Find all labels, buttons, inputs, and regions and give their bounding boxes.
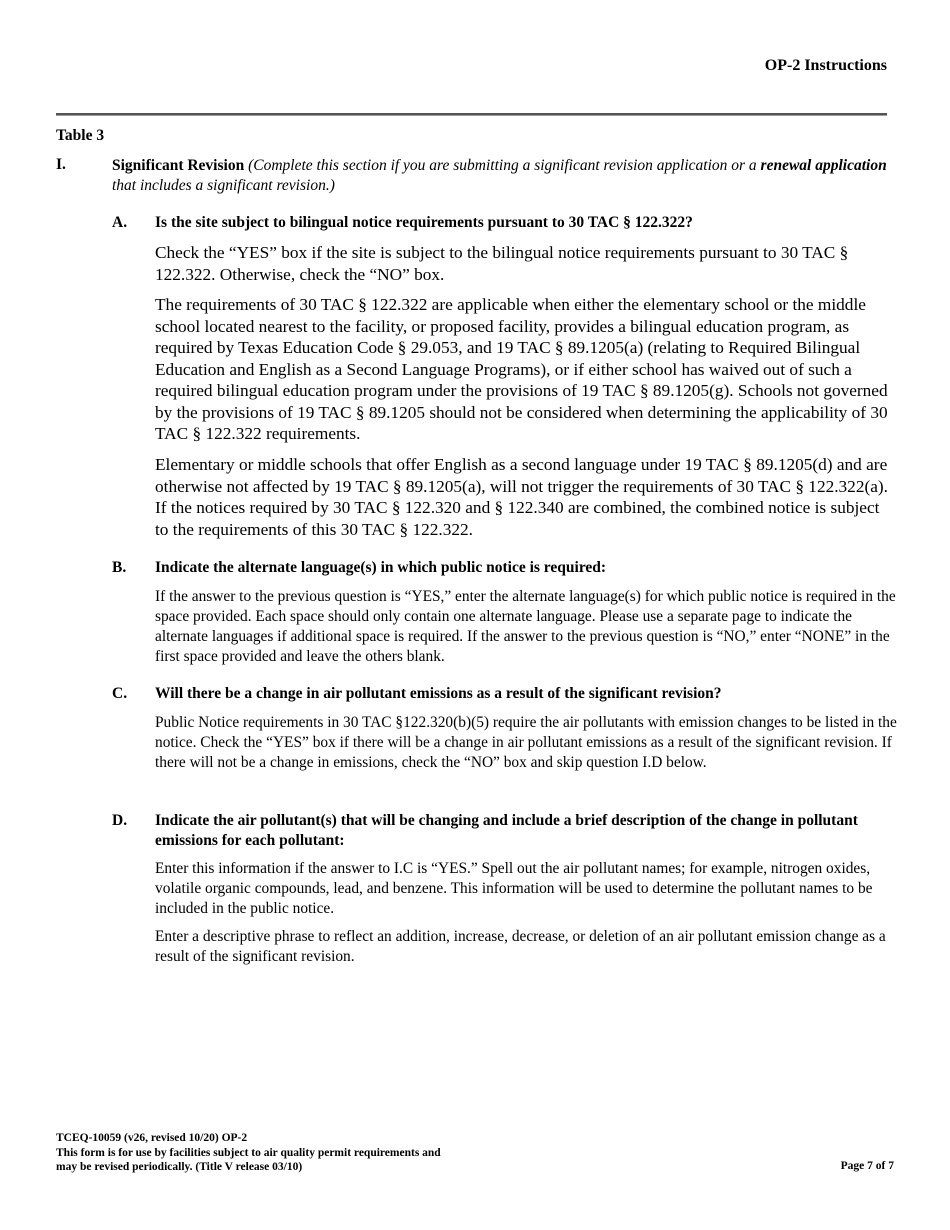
page-number: Page 7 of 7 (840, 1160, 894, 1172)
item-a-paragraph-2: The requirements of 30 TAC § 122.322 are applicable when either the elementary school or the middle school located nearest to the facility, or proposed facility, provides a bilingual education program, as required by Texas Education Code § 29.053, and 19 TAC § 89.1205(a) (relating to Required Bilingual Education and English as a Second Language Programs), or if either school has waived out of such a required bilingual education program under the provisions of 19 TAC § 89.1205(g). Schools not governed by the provisions of 19 TAC § 89.1205 should not be considered when determining the applicability of 30 TAC § 122.322 requirements. (155, 295, 888, 443)
item-a-paragraph-1: Check the “YES” box if the site is subject to the bilingual notice requirements pursuant to 30 TAC § 122.322. Otherwise, check the “NO” box. (155, 243, 849, 284)
item-d-letter: D. (112, 812, 128, 829)
item-b-letter: B. (112, 559, 127, 576)
item-d-heading: Indicate the air pollutant(s) that will be changing and include a brief description of the change in pollutant emissions for each pollutant: (155, 812, 858, 849)
item-a-letter: A. (112, 214, 128, 231)
item-b-heading: Indicate the alternate language(s) in which public notice is required: (155, 559, 607, 576)
item-c-letter: C. (112, 685, 128, 702)
section-number: I. (56, 156, 66, 173)
section-description-bold: renewal application (760, 157, 887, 174)
item-c-paragraph-1: Public Notice requirements in 30 TAC §122.320(b)(5) require the air pollutants with emission changes to be listed in the notice. Check the “YES” box if there will be a change in air pollutant emissions as a result of the significant revision. If there will not be a change in emissions, check the “NO” box and skip question I.D below. (155, 714, 897, 771)
item-c-heading: Will there be a change in air pollutant emissions as a result of the significant revision? (155, 685, 722, 702)
footer-line-2: This form is for use by facilities subject to air quality permit requirements and (56, 1146, 441, 1159)
item-d-paragraph-1: Enter this information if the answer to I.C is “YES.” Spell out the air pollutant names; for example, nitrogen oxides, volatile organic compounds, lead, and benzene. This information will be used to determine the pollutant names to be included in the public notice. (155, 860, 873, 917)
footer-line-1: TCEQ-10059 (v26, revised 10/20) OP-2 (56, 1132, 248, 1144)
header-divider (56, 113, 887, 116)
footer-form-info (56, 1131, 441, 1175)
item-a-paragraph-3: Elementary or middle schools that offer English as a second language under 19 TAC § 89.1205(d) and are otherwise not affected by 19 TAC § 89.1205(a), will not trigger the requirements of 30 TAC § 122.322(a). If the notices required by 30 TAC § 122.320 and § 122.340 are combined, the combined notice is subject to the requirements of this 30 TAC § 122.322. (155, 455, 888, 539)
item-b-paragraph-1: If the answer to the previous question is “YES,” enter the alternate language(s) for which public notice is required in the space provided. Each space should only contain one alternate language. Please use a separate page to indicate the alternate languages if additional space is required. If the answer to the previous question is “NO,” enter “NONE” in the first space provided and leave the others blank. (155, 588, 896, 665)
item-d-paragraph-2: Enter a descriptive phrase to reflect an addition, increase, decrease, or deletion of an air pollutant emission change as a result of the significant revision. (155, 928, 886, 965)
section-description-part2: that includes a significant revision.) (112, 177, 335, 194)
page-header-title: OP-2 Instructions (764, 57, 887, 74)
section-heading (112, 156, 892, 196)
section-title: Significant Revision (112, 157, 245, 174)
table-label: Table 3 (56, 127, 105, 144)
footer-line-3: may be revised periodically. (Title V release 03/10) (56, 1161, 303, 1173)
item-a-heading: Is the site subject to bilingual notice requirements pursuant to 30 TAC § 122.322? (155, 214, 693, 231)
section-description-part1: (Complete this section if you are submitting a significant revision application or a (248, 157, 757, 174)
